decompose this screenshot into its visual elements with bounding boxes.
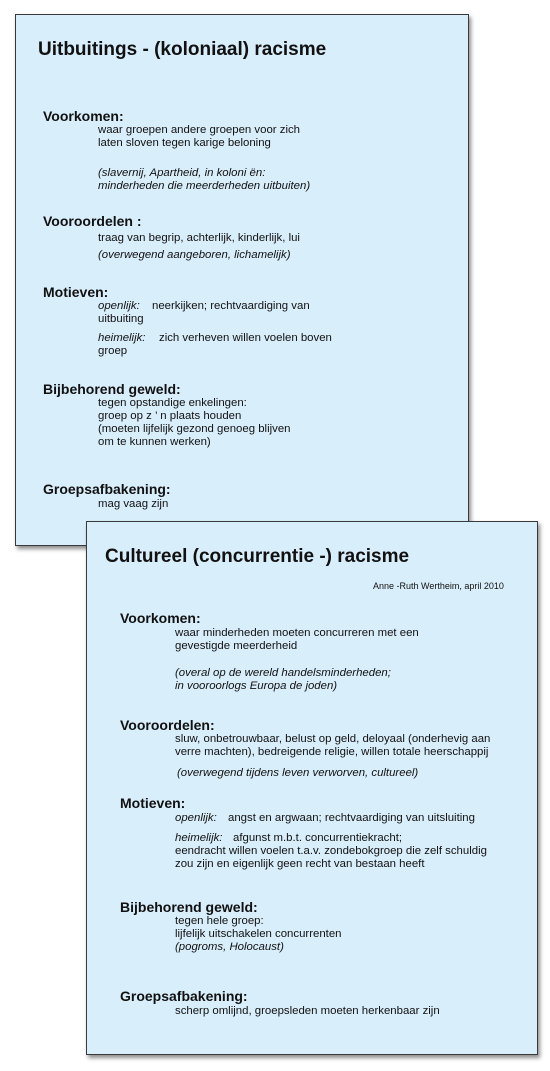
slide-card-uitbuitings xyxy=(15,14,469,546)
text-line: gevestigde meerderheid xyxy=(175,640,298,652)
heading-motieven: Motieven: xyxy=(43,284,109,300)
geweld-text xyxy=(98,397,291,449)
openlijk-text-cont: uitbuiting xyxy=(98,313,144,325)
vooroordelen-text: traag van begrip, achterlijk, kinderlijk, lui xyxy=(98,232,300,244)
text-line: minderheden die meerderheden uitbuiten) xyxy=(98,180,311,192)
geweld-text xyxy=(175,915,342,954)
voorkomen-examples xyxy=(175,667,391,693)
text-line: om te kunnen werken) xyxy=(98,436,211,448)
afbakening-text: mag vaag zijn xyxy=(98,498,169,510)
vooroordelen-note: (overwegend tijdens leven verworven, cultureel) xyxy=(177,767,419,779)
text-line: (pogroms, Holocaust) xyxy=(175,941,284,953)
text-line: (moeten lijfelijk gezond genoeg blijven xyxy=(98,423,291,435)
openlijk-label: openlijk: xyxy=(175,812,217,824)
slide-card-cultureel xyxy=(86,521,538,1055)
heading-groepsafbakening: Groepsafbakening: xyxy=(120,988,248,1004)
slide-title: Cultureel (concurrentie -) racisme xyxy=(105,546,410,567)
voorkomen-examples xyxy=(98,167,310,193)
openlijk-label: openlijk: xyxy=(98,300,140,312)
slide-title: Uitbuitings - (koloniaal) racisme xyxy=(38,39,327,60)
vooroordelen-text xyxy=(175,733,490,759)
text-line: waar minderheden moeten concurreren met een xyxy=(175,627,419,639)
heading-geweld: Bijbehorend geweld: xyxy=(43,381,181,397)
heimelijk-label: heimelijk: xyxy=(175,832,223,844)
heimelijk-text: afgunst m.b.t. concurrentiekracht; xyxy=(233,832,403,844)
text-line: waar groepen andere groepen voor zich xyxy=(98,124,301,136)
text-line: laten sloven tegen karige beloning xyxy=(98,137,271,149)
heading-voorkomen: Voorkomen: xyxy=(43,108,124,124)
heading-geweld: Bijbehorend geweld: xyxy=(120,899,258,915)
voorkomen-text xyxy=(98,124,300,150)
heimelijk-text-cont xyxy=(175,845,487,871)
text-line: in vooroorlogs Europa de joden) xyxy=(175,680,338,692)
heimelijk-text-cont: groep xyxy=(98,345,128,357)
openlijk-text: neerkijken; rechtvaardiging van xyxy=(152,300,310,312)
text-line: tegen opstandige enkelingen: xyxy=(98,397,247,409)
heading-vooroordelen: Vooroordelen : xyxy=(43,213,142,229)
text-line: verre machten), bedreigende religie, willen totale heerschappij xyxy=(175,746,489,758)
text-line: (slavernij, Apartheid, in koloni ën: xyxy=(98,167,266,179)
heading-motieven: Motieven: xyxy=(120,795,186,811)
author-credit: Anne -Ruth Wertheim, april 2010 xyxy=(373,581,504,591)
heading-vooroordelen: Vooroordelen: xyxy=(120,717,215,733)
heimelijk-label: heimelijk: xyxy=(98,332,146,344)
heading-voorkomen: Voorkomen: xyxy=(120,610,201,626)
openlijk-text: angst en argwaan; rechtvaardiging van uitsluiting xyxy=(228,812,475,824)
text-line: eendracht willen voelen t.a.v. zondebokgroep die zelf schuldig xyxy=(175,845,487,857)
voorkomen-text xyxy=(175,627,419,653)
text-line: sluw, onbetrouwbaar, belust op geld, deloyaal (onderhevig aan xyxy=(175,733,491,745)
text-line: groep op z ’ n plaats houden xyxy=(98,410,242,422)
heading-groepsafbakening: Groepsafbakening: xyxy=(43,481,171,497)
vooroordelen-note: (overwegend aangeboren, lichamelijk) xyxy=(98,249,291,261)
afbakening-text: scherp omlijnd, groepsleden moeten herkenbaar zijn xyxy=(175,1005,440,1017)
text-line: zou zijn en eigenlijk geen recht van bestaan heeft xyxy=(175,858,425,870)
text-line: (overal op de wereld handelsminderheden; xyxy=(175,667,391,679)
heimelijk-text: zich verheven willen voelen boven xyxy=(159,332,332,344)
text-line: lijfelijk uitschakelen concurrenten xyxy=(175,928,342,940)
text-line: tegen hele groep: xyxy=(175,915,264,927)
